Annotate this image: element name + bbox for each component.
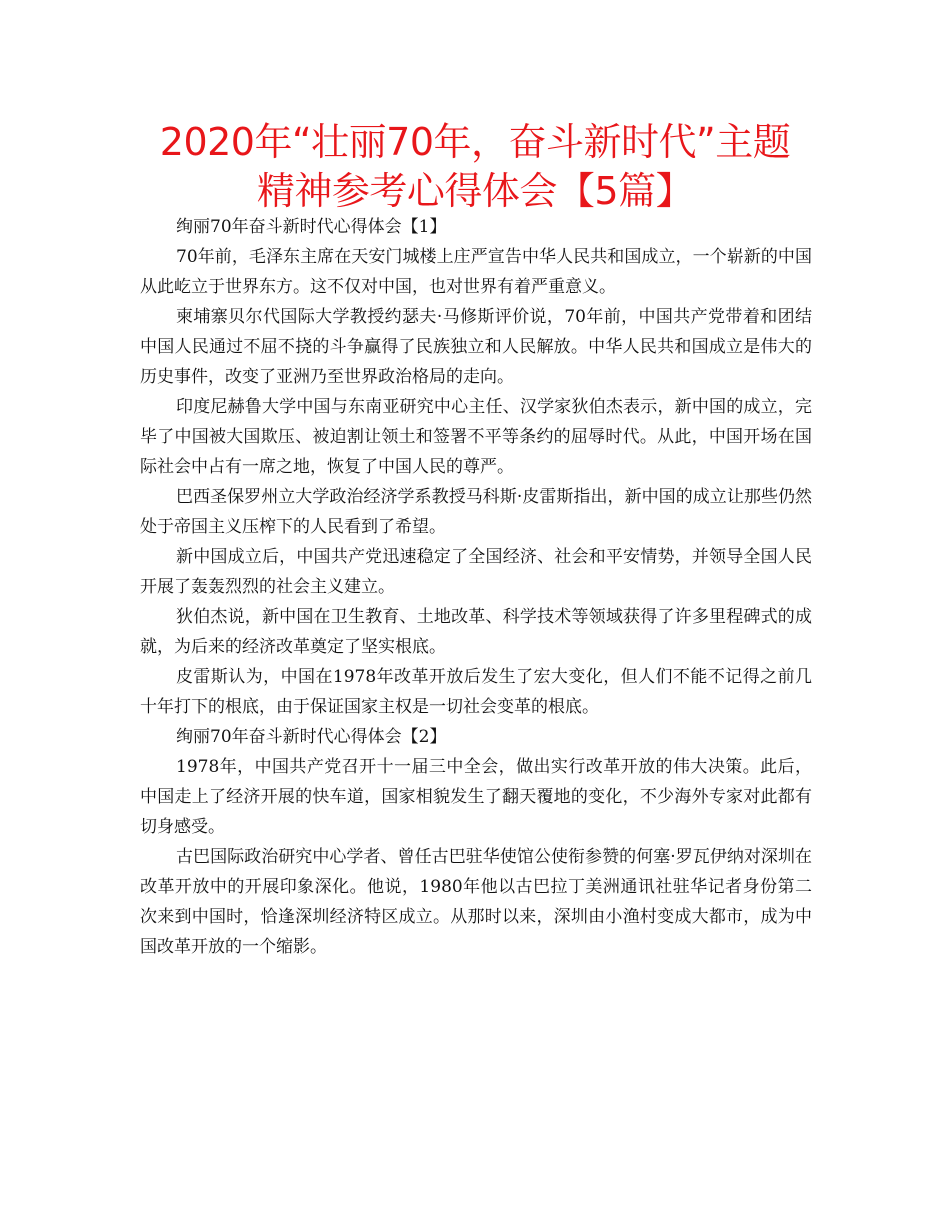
paragraph: 印度尼赫鲁大学中国与东南亚研究中心主任、汉学家狄伯杰表示，新中国的成立，完毕了中国被大国欺压、被迫割让领土和签署不平等条约的屈辱时代。从此，中国开场在国际社会中占有一席之地，恢复了中国人民的尊严。: [140, 397, 812, 477]
paragraph: 狄伯杰说，新中国在卫生教育、土地改革、科学技术等领域获得了许多里程碑式的成就，为后来的经济改革奠定了坚实根底。: [140, 607, 812, 657]
section-heading-2: 绚丽70年奋斗新时代心得体会【2】: [176, 727, 447, 747]
paragraph: 柬埔寨贝尔代国际大学教授约瑟夫·马修斯评价说，70年前，中国共产党带着和团结中国人民通过不屈不挠的斗争赢得了民族独立和人民解放。中华人民共和国成立是伟大的历史事件，改变了亚洲乃至世界政治格局的走向。: [140, 307, 812, 387]
paragraph: 皮雷斯认为，中国在1978年改革开放后发生了宏大变化，但人们不能不记得之前几十年打下的根底，由于保证国家主权是一切社会变革的根底。: [140, 667, 812, 717]
paragraph: 1978年，中国共产党召开十一届三中全会，做出实行改革开放的伟大决策。此后，中国走上了经济开展的快车道，国家相貌发生了翻天覆地的变化，不少海外专家对此都有切身感受。: [140, 757, 812, 837]
section-heading-1: 绚丽70年奋斗新时代心得体会【1】: [176, 217, 447, 237]
document-body: [140, 212, 812, 962]
paragraph: 70年前，毛泽东主席在天安门城楼上庄严宣告中华人民共和国成立，一个崭新的中国从此屹立于世界东方。这不仅对中国，也对世界有着严重意义。: [140, 247, 812, 297]
document-title: [130, 118, 820, 216]
title-line-2: 精神参考心得体会【5篇】: [256, 169, 694, 213]
title-line-1: 2020年“壮丽70年，奋斗新时代”主题: [159, 120, 791, 164]
paragraph: 新中国成立后，中国共产党迅速稳定了全国经济、社会和平安情势，并领导全国人民开展了轰轰烈烈的社会主义建立。: [140, 547, 812, 597]
paragraph: 巴西圣保罗州立大学政治经济学系教授马科斯·皮雷斯指出，新中国的成立让那些仍然处于帝国主义压榨下的人民看到了希望。: [140, 487, 812, 537]
paragraph: 古巴国际政治研究中心学者、曾任古巴驻华使馆公使衔参赞的何塞·罗瓦伊纳对深圳在改革开放中的开展印象深化。他说，1980年他以古巴拉丁美洲通讯社驻华记者身份第二次来到中国时，恰逢深圳经济特区成立。从那时以来，深圳由小渔村变成大都市，成为中国改革开放的一个缩影。: [140, 847, 812, 957]
